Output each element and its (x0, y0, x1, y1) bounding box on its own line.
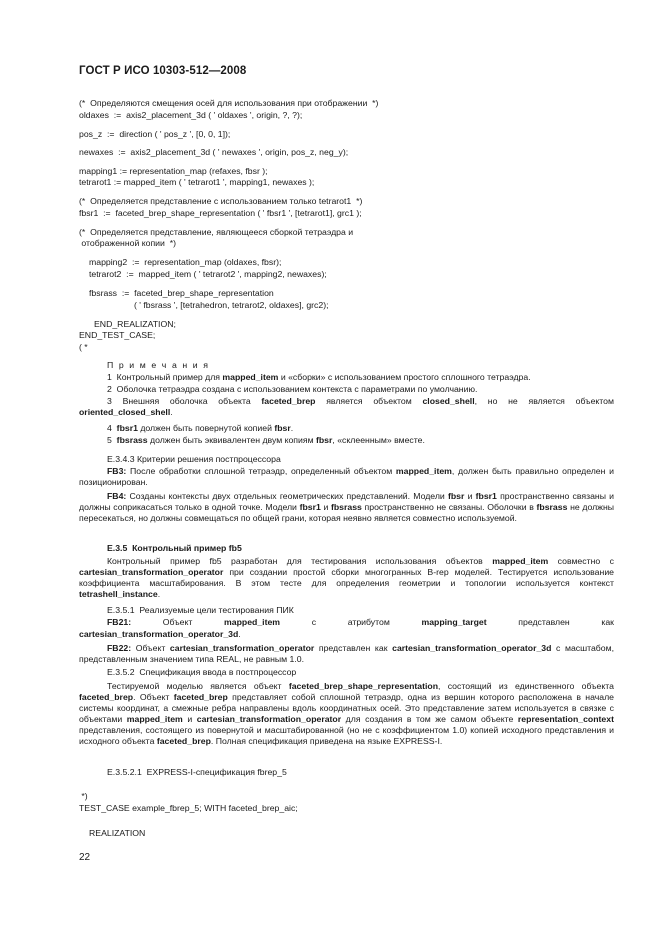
section-e35: Е.3.5 Контрольный пример fb5 (107, 543, 242, 553)
code-line-comment-open: ( * (79, 342, 88, 352)
document-header: ГОСТ Р ИСО 10303-512—2008 (79, 65, 247, 77)
note-5: 5 fbsrass должен быть эквивалентен двум копиям fbsr, «склеенным» вместе. (107, 435, 425, 445)
para-fb21-line1: FB21: Объект mapped_item с атрибутом mapping_target представлен как (107, 617, 614, 627)
section-e343: Е.3.4.3 Критерии решения постпроцессора (107, 454, 281, 464)
code-comment-axes: (* Определяются смещения осей для использования при отображении *) (79, 98, 379, 108)
para-fb4: FB4: Созданы контексты двух отдельных геометрических представлений. Модели fbsr и fbsr1 пространственно связаны и должны соприкасаться только в одной точке. Модели fbsr1 и fbsrass пространственно не связаны. Оболочки в fbsrass не должны пересекаться, но должны совмещаться по общей грани, которая неявно является совместно используемой. (79, 491, 615, 524)
code-line-fbsr1: fbsr1 := faceted_brep_shape_representation ( ' fbsr1 ', [tetrarot1], grc1 ); (79, 208, 362, 218)
note-1: 1 Контрольный пример для mapped_item и «сборки» с использованием простого сплошного тетраэдра. (107, 372, 531, 382)
code-line-fbsrass-args: ( ' fbsrass ', [tetrahedron, tetrarot2, oldaxes], grc2); (134, 300, 329, 310)
code-line-tetrarot2: tetrarot2 := mapped_item ( ' tetrarot2 ', mapping2, newaxes); (89, 269, 327, 279)
code-comment-assembly-2: отображенной копии *) (79, 238, 176, 248)
code-line-end-test-case: END_TEST_CASE; (79, 330, 156, 340)
code-line-end-realization: END_REALIZATION; (94, 319, 176, 329)
code-line-fbsrass: fbsrass := faceted_brep_shape_representation (89, 288, 274, 298)
para-fb21-line2: cartesian_transformation_operator_3d. (79, 629, 241, 639)
note-4: 4 fbsr1 должен быть повернутой копией fbsr. (107, 423, 294, 433)
code-line-realization: REALIZATION (89, 828, 146, 838)
code-comment-tetrarot1: (* Определяется представление с использованием только tetrarot1 *) (79, 196, 363, 206)
para-fb22: FB22: Объект cartesian_transformation_operator представлен как cartesian_transformation_operator_3d с масштабом, представленным значением типа REAL, не равным 1.0. (79, 643, 614, 665)
page-number: 22 (79, 852, 91, 863)
code-line-pos-z: pos_z := direction ( ' pos_z ', [0, 0, 1]); (79, 129, 231, 139)
para-fb3: FB3: После обработки сплошной тетраэдр, определенный объектом mapped_item, должен быть правильно определен и позиционирован. (79, 466, 614, 488)
code-line-comment-close: *) (79, 791, 88, 801)
note-2: 2 Оболочка тетраэдра создана с использованием контекста с параметрами по умолчанию. (107, 384, 478, 394)
para-e35: Контрольный пример fb5 разработан для тестирования использования объектов mapped_item совместно с cartesian_transformation_operator при создании простой сборки многогранных B-rep моделей. Тестируется использование коэффициента масштабирования. В этом тесте для определения геометрии и топологии используется контекст tetrashell_instance. (79, 556, 614, 600)
code-line-oldaxes: oldaxes := axis2_placement_3d ( ' oldaxes ', origin, ?, ?); (79, 110, 303, 120)
note-3: 3 Внешняя оболочка объекта faceted_brep является объектом closed_shell, но не является объектом oriented_closed_shell. (79, 396, 614, 418)
section-e352: Е.3.5.2 Спецификация ввода в постпроцессор (107, 667, 297, 677)
section-e3521: Е.3.5.2.1 EXPRESS-I-спецификация fbrep_5 (107, 767, 287, 777)
para-e352: Тестируемой моделью является объект faceted_brep_shape_representation, состоящий из единственного объекта faceted_brep. Объект faceted_brep представляет собой сплошной тетраэдр, одна из вершин которого расположена в начале системы координат, а смежные ребра направлены вдоль координатных осей. Это представление затем используется в связке с объектами mapped_item и cartesian_transformation_operator для создания в том же самом объекте representation_context представления, состоящего из повернутой и масштабированной (но не с коэффициентом 1.0) копией исходного представления и исходного объекта faceted_brep. Полная спецификация приведена на языке EXPRESS-I. (79, 681, 614, 747)
section-e351: Е.3.5.1 Реализуемые цели тестирования ПИК (107, 605, 294, 615)
code-line-test-case: TEST_CASE example_fbrep_5; WITH faceted_brep_aic; (79, 803, 298, 813)
code-line-mapping1: mapping1 := representation_map (refaxes, fbsr ); (79, 166, 268, 176)
notes-heading: П р и м е ч а н и я (107, 360, 210, 370)
code-line-mapping2: mapping2 := representation_map (oldaxes, fbsr); (89, 257, 282, 267)
code-comment-assembly-1: (* Определяется представление, являющееся сборкой тетраэдра и (79, 227, 354, 237)
code-line-tetrarot1: tetrarot1 := mapped_item ( ' tetrarot1 ', mapping1, newaxes ); (79, 177, 315, 187)
code-line-newaxes: newaxes := axis2_placement_3d ( ' newaxes ', origin, pos_z, neg_y); (79, 147, 349, 157)
